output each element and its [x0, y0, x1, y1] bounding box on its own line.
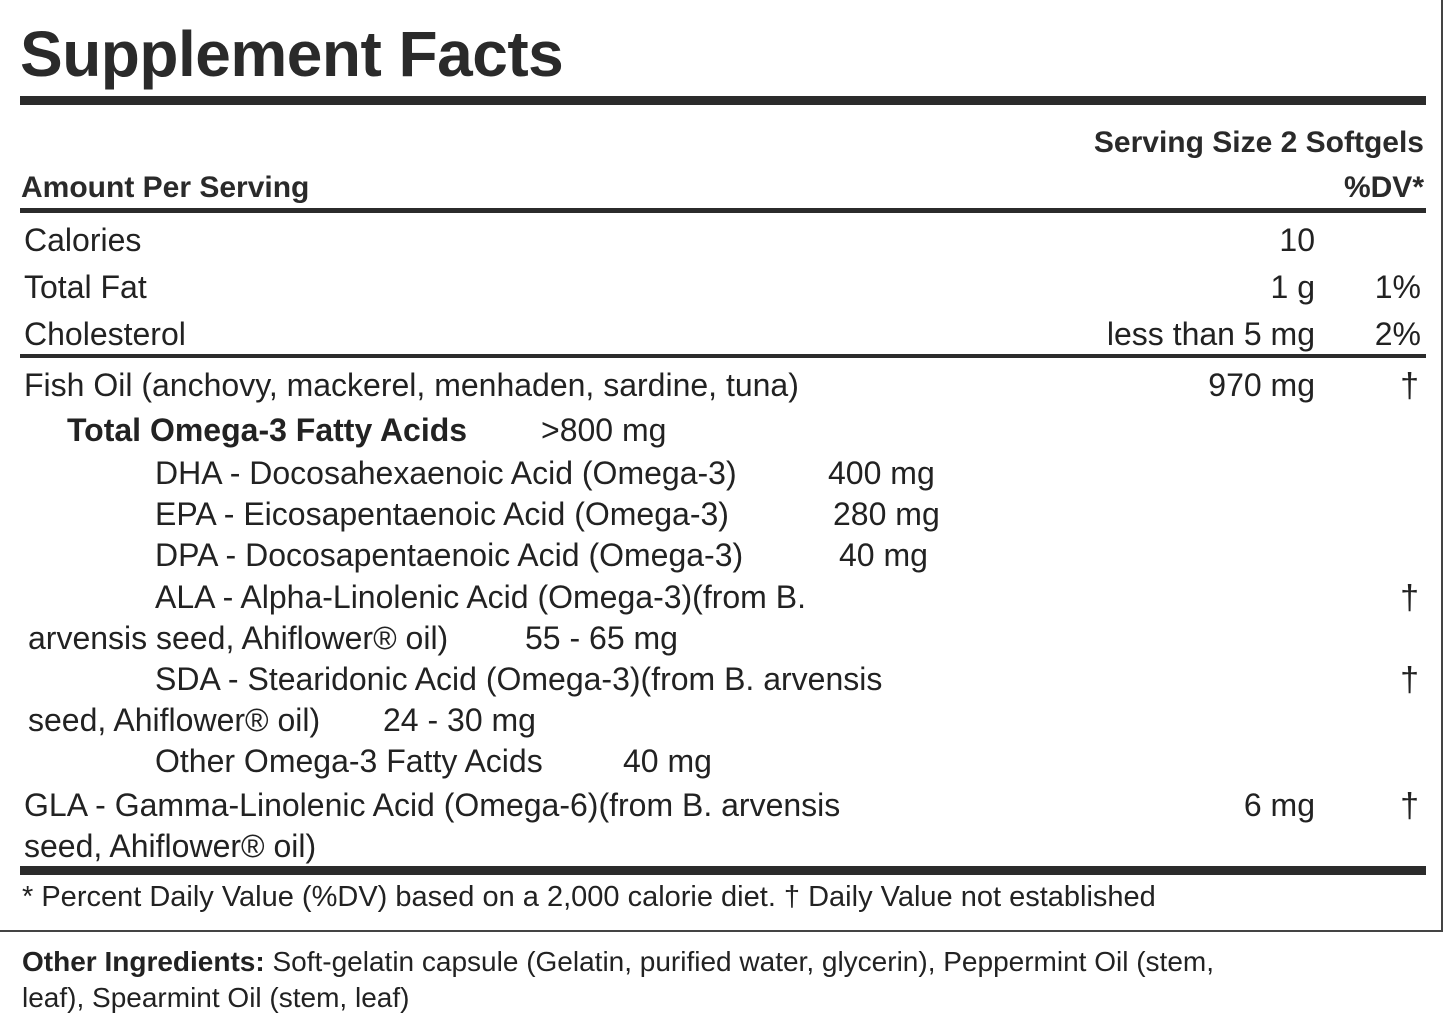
calories-amount: 10 [1279, 222, 1315, 258]
cholesterol-amount: less than 5 mg [1106, 316, 1315, 352]
dpa-label: DPA - Docosapentaenoic Acid (Omega-3) [155, 537, 744, 573]
nutrient-rule [20, 354, 1426, 358]
total-fat-amount: 1 g [1270, 269, 1315, 305]
dv-header: %DV* [1343, 171, 1424, 204]
dha-amount: 400 mg [828, 455, 935, 491]
ala-label-line2: arvensis seed, Ahiflower® oil) [28, 620, 449, 656]
ala-label-line1: ALA - Alpha-Linolenic Acid (Omega-3)(from B. [155, 579, 806, 615]
other-ingredients-label: Other Ingredients: [22, 946, 265, 977]
total-fat-label: Total Fat [24, 269, 147, 305]
other-omega3-label: Other Omega-3 Fatty Acids [155, 743, 543, 779]
other-ingredients-line1 [22, 948, 1214, 976]
cholesterol-label: Cholesterol [24, 316, 186, 352]
other-ingredients-line2: leaf), Spearmint Oil (stem, leaf) [22, 982, 410, 1013]
footer-rule [20, 866, 1426, 875]
sda-label-line2: seed, Ahiflower® oil) [28, 702, 321, 738]
dv-footnote: * Percent Daily Value (%DV) based on a 2,000 calorie diet. † Daily Value not established [22, 881, 1156, 913]
gla-label-line2: seed, Ahiflower® oil) [24, 828, 317, 864]
cholesterol-dv: 2% [1374, 316, 1421, 352]
fish-oil-label: Fish Oil (anchovy, mackerel, menhaden, sardine, tuna) [24, 367, 799, 403]
gla-dv: † [1400, 787, 1419, 825]
header-rule [20, 208, 1426, 213]
total-fat-dv: 1% [1374, 269, 1421, 305]
epa-amount: 280 mg [833, 496, 940, 532]
dha-label: DHA - Docosahexaenoic Acid (Omega-3) [155, 455, 737, 491]
panel-title: Supplement Facts [20, 18, 564, 90]
epa-label: EPA - Eicosapentaenoic Acid (Omega-3) [155, 496, 729, 532]
total-omega3-label: Total Omega-3 Fatty Acids [67, 412, 468, 448]
title-rule [20, 96, 1426, 105]
amount-per-serving-header: Amount Per Serving [21, 171, 310, 204]
dpa-amount: 40 mg [839, 537, 928, 573]
ala-amount: 55 - 65 mg [525, 620, 678, 656]
sda-amount: 24 - 30 mg [383, 702, 536, 738]
sda-label-line1: SDA - Stearidonic Acid (Omega-3)(from B. arvensis [155, 661, 883, 697]
fish-oil-dv: † [1400, 367, 1419, 405]
calories-label: Calories [24, 222, 142, 258]
gla-label-line1: GLA - Gamma-Linolenic Acid (Omega-6)(from B. arvensis [24, 787, 841, 823]
gla-amount: 6 mg [1243, 787, 1315, 823]
ala-dv: † [1400, 579, 1419, 617]
other-ingredients-text: Soft-gelatin capsule (Gelatin, purified water, glycerin), Peppermint Oil (stem, [264, 946, 1214, 977]
other-omega3-amount: 40 mg [623, 743, 712, 779]
sda-dv: † [1400, 661, 1419, 699]
fish-oil-amount: 970 mg [1208, 367, 1315, 403]
serving-size: Serving Size 2 Softgels [1093, 126, 1424, 159]
total-omega3-amount: >800 mg [541, 412, 667, 448]
